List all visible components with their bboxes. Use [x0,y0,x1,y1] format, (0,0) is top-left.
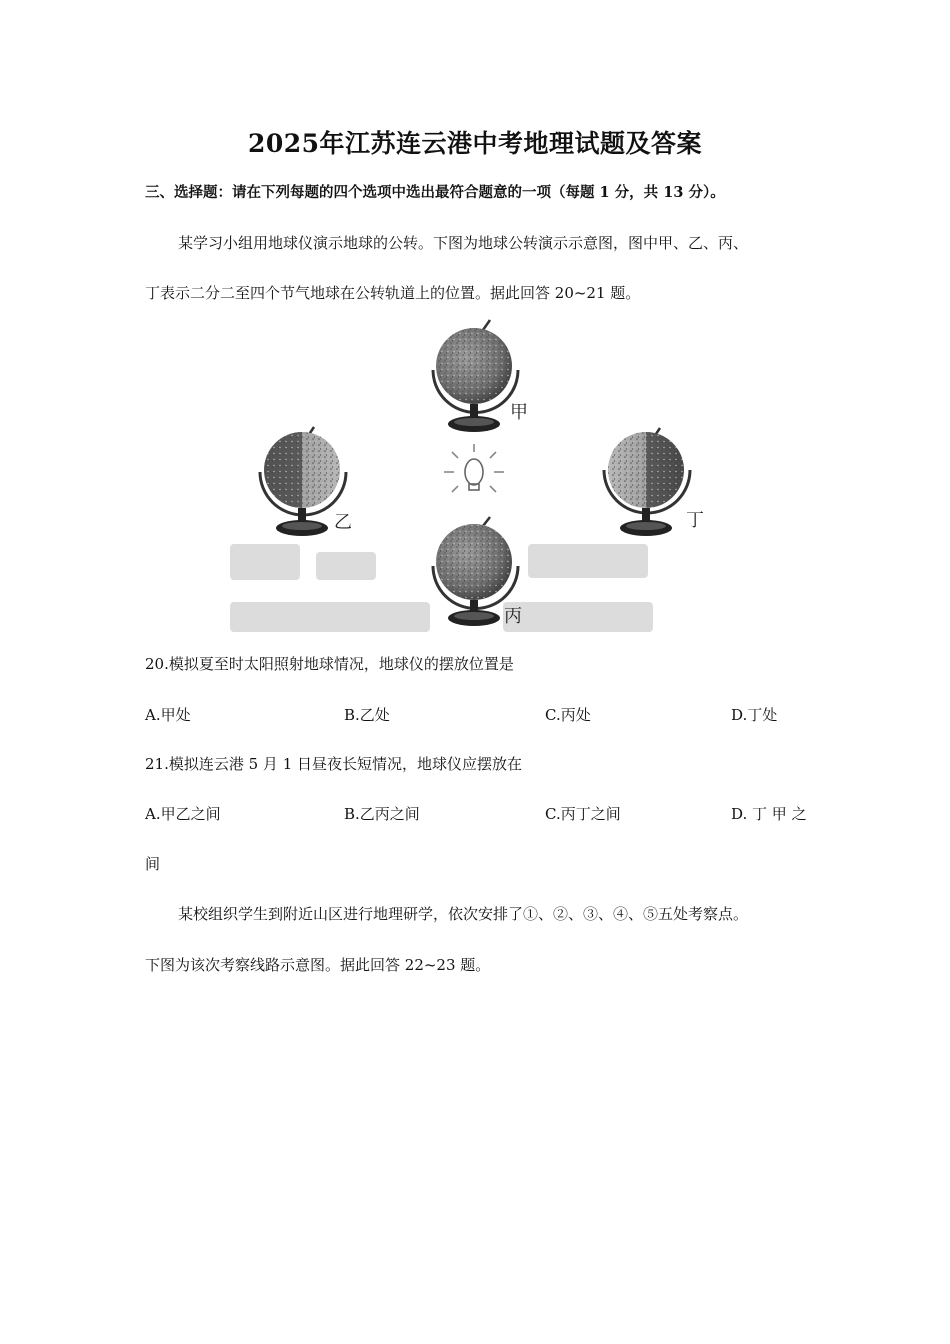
label-ding: 丁 [686,510,704,531]
q21-option-d[interactable]: D. 丁 甲 之 [731,805,807,823]
intro2-paragraph-line-1: 某校组织学生到附近山区进行地理研学，依次安排了①、②、③、④、⑤五处考察点。 [178,905,749,923]
q20-option-a[interactable]: A.甲处 [145,706,191,724]
intro-paragraph-line-2: 丁表示二分二至四个节气地球在公转轨道上的位置。据此回答 20~21 题。 [145,284,641,302]
q21-option-d-wrap: 间 [145,855,161,873]
label-yi: 乙 [334,512,352,533]
label-jia: 甲 [510,402,528,423]
q21-option-c[interactable]: C.丙丁之间 [545,805,621,823]
question-20-stem: 20.模拟夏至时太阳照射地球情况，地球仪的摆放位置是 [145,655,514,673]
q21-option-a[interactable]: A.甲乙之间 [145,805,221,823]
label-bing: 丙 [504,606,522,627]
earth-revolution-figure [228,312,728,642]
q21-option-b[interactable]: B.乙丙之间 [344,805,420,823]
q20-option-b[interactable]: B.乙处 [344,706,390,724]
section-heading: 三、选择题：请在下列每题的四个选项中选出最符合题意的一项（每题 1 分，共 13 分）。 [145,184,725,201]
page-title: 2025年江苏连云港中考地理试题及答案 [247,129,703,158]
q20-option-c[interactable]: C.丙处 [545,706,591,724]
intro-paragraph-line-1: 某学习小组用地球仪演示地球的公转。下图为地球公转演示示意图，图中甲、乙、丙、 [178,234,749,252]
q20-option-d[interactable]: D.丁处 [731,706,778,724]
intro2-paragraph-line-2: 下图为该次考察线路示意图。据此回答 22~23 题。 [145,956,491,974]
sun-lamp-icon [444,444,504,492]
question-21-stem: 21.模拟连云港 5 月 1 日昼夜长短情况，地球仪应摆放在 [145,755,523,773]
globe-ding [604,428,690,536]
globe-jia [433,320,518,432]
